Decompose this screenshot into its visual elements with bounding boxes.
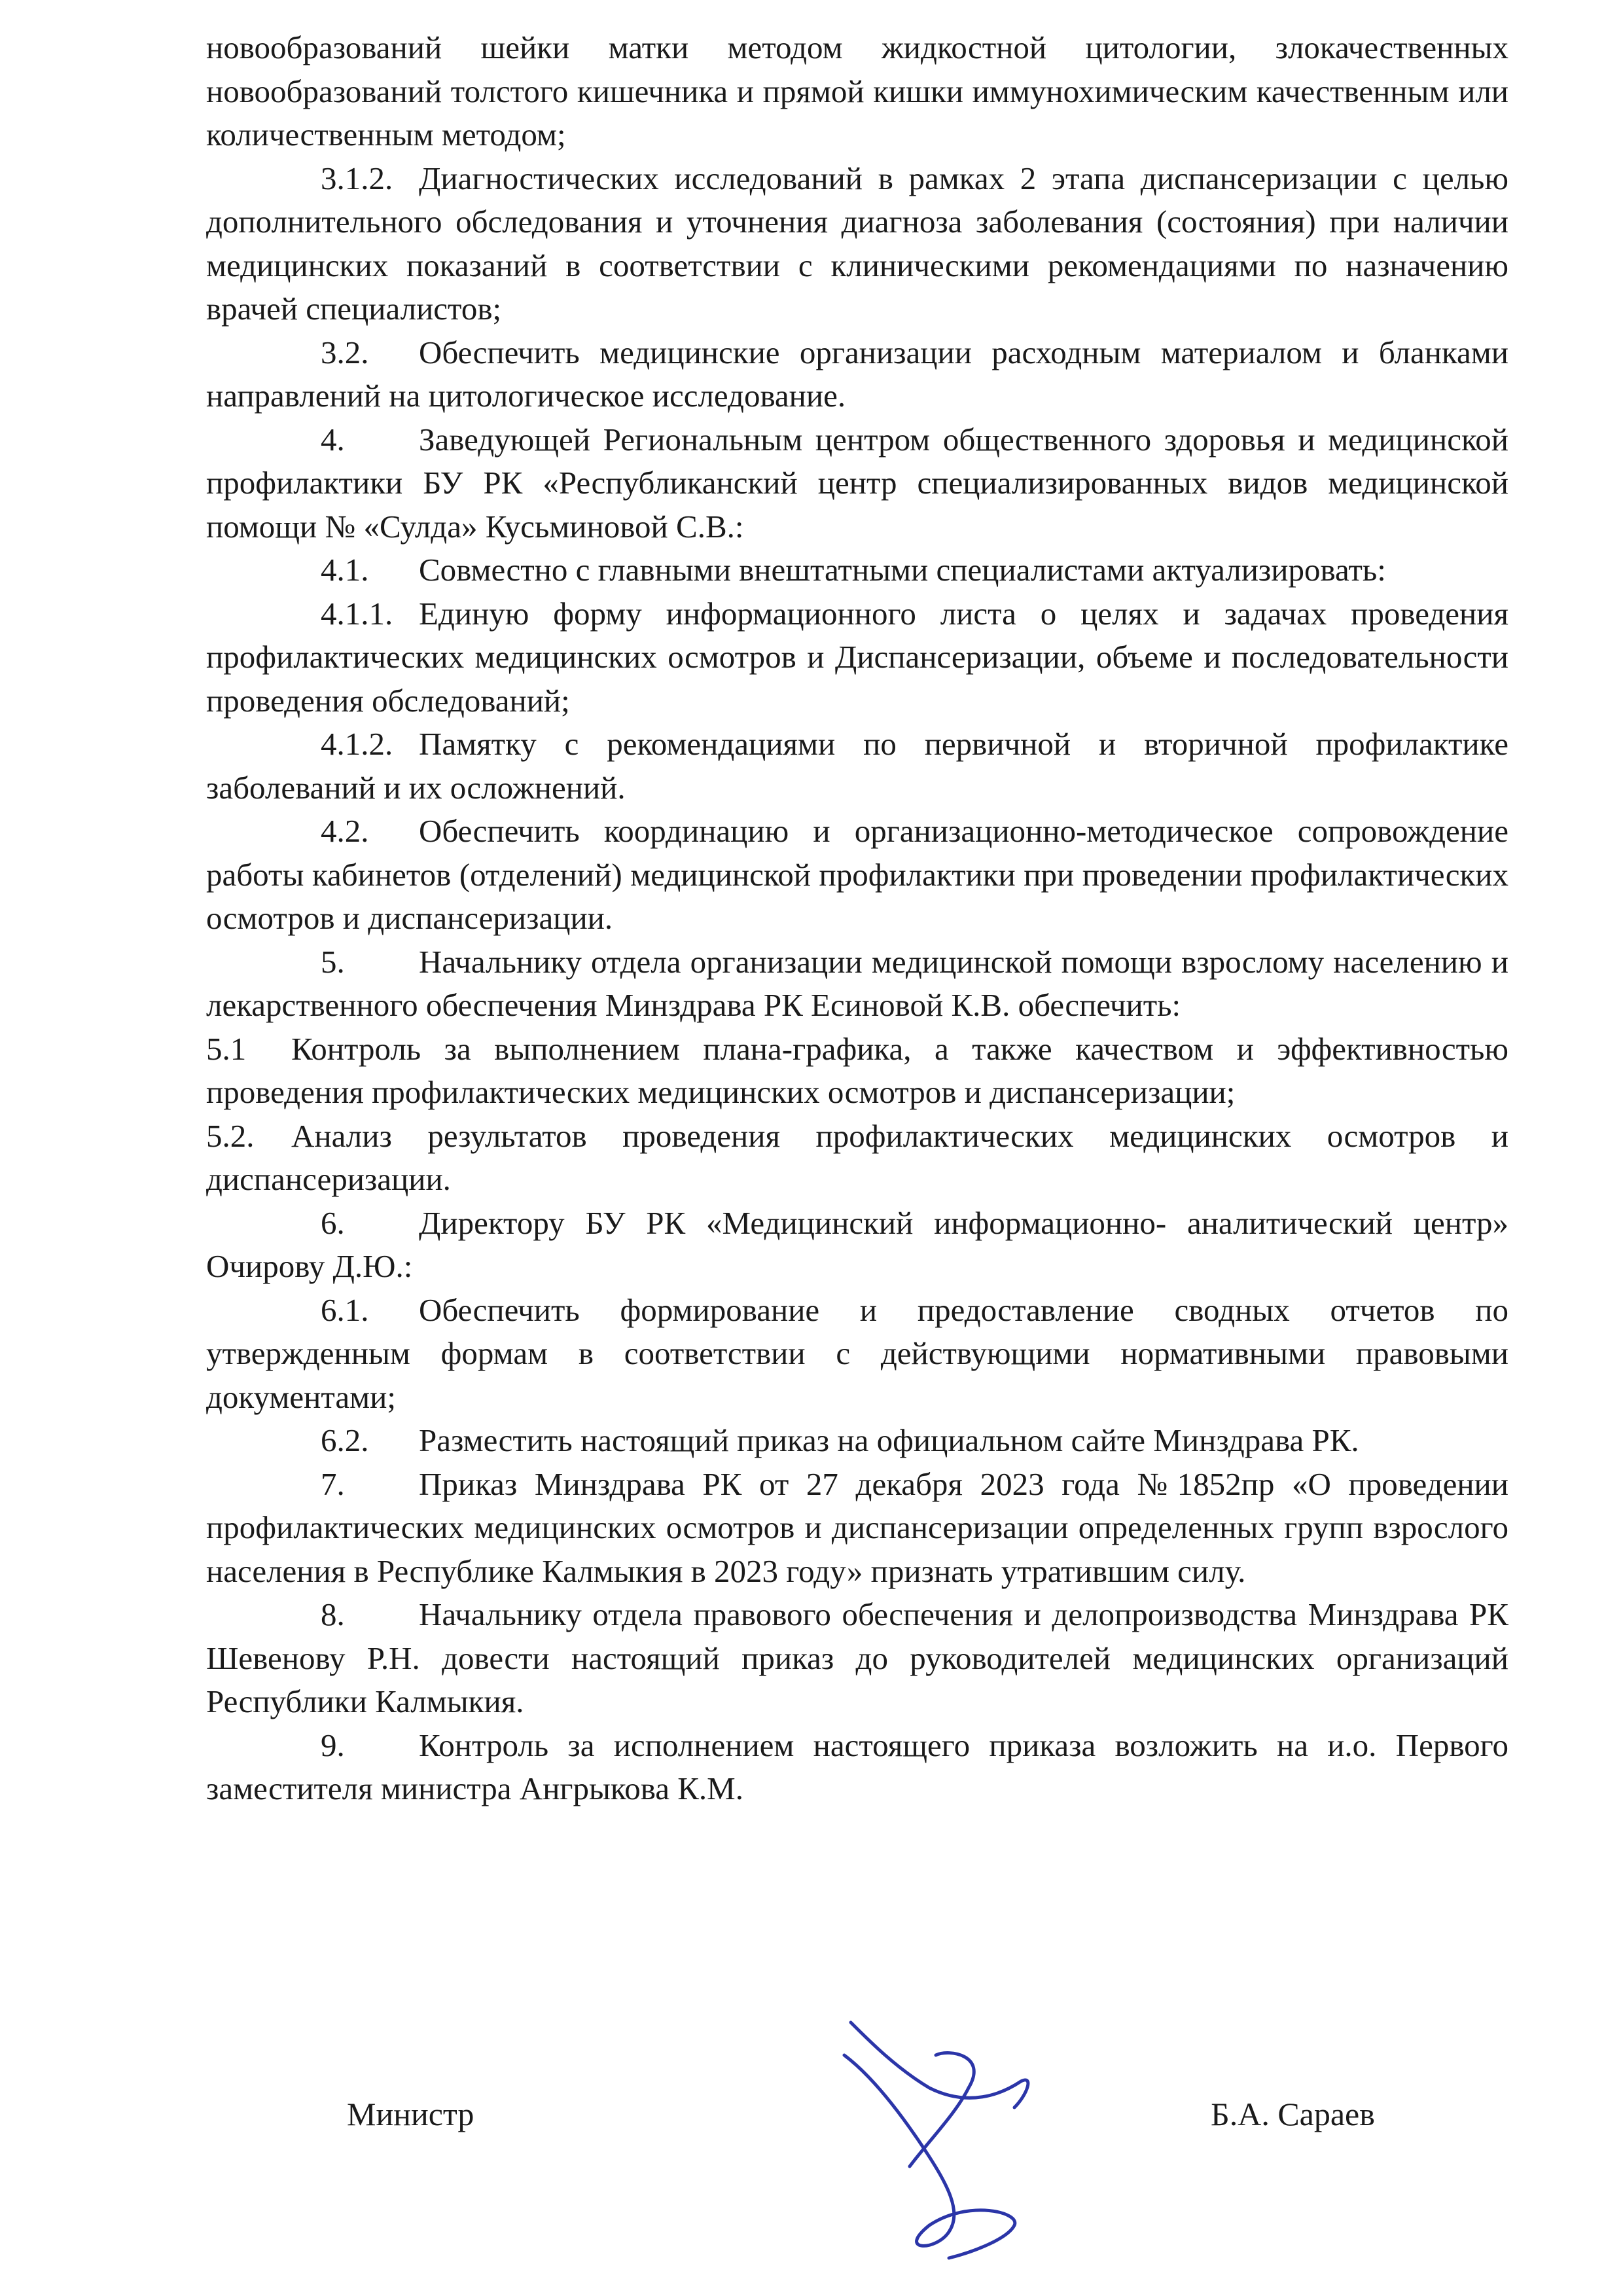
paragraph-4-2 (206, 810, 1508, 941)
paragraph-text: Директору БУ РК «Медицинский информационно- аналитический центр» Очирову Д.Ю.: (206, 1204, 1508, 1284)
paragraph-text: новообразований шейки матки методом жидкостной цитологии, злокачественных новообразований толстого кишечника и прямой кишки иммунохимическим качественным или количественным методом; (206, 29, 1508, 152)
paragraph-continuation (206, 26, 1508, 157)
signatory-title: Министр (347, 2096, 474, 2132)
signature-block (0, 2016, 1623, 2278)
paragraph-8 (206, 1593, 1508, 1724)
paragraph-number: 4.1.2. (321, 726, 393, 762)
paragraph-4-1-1 (206, 592, 1508, 723)
paragraph-4-1-2 (206, 723, 1508, 810)
paragraph-4-1 (206, 548, 1508, 592)
paragraph-text: Обеспечить координацию и организационно-методическое сопровождение работы кабинетов (отделений) медицинской профилактики при проведении профилактических осмотров и диспансеризации. (206, 813, 1508, 936)
paragraph-3-2 (206, 331, 1508, 418)
paragraph-number: 3.2. (321, 334, 369, 370)
paragraph-number: 9. (321, 1727, 345, 1763)
paragraph-text: Приказ Минздрава РК от 27 декабря 2023 года №1852пр «О проведении профилактических медицинских осмотров и диспансеризации определенных групп взрослого населения в Республике Калмыкия в 2023 году» признать утратившим силу. (206, 1465, 1508, 1589)
paragraph-number: 6. (321, 1204, 345, 1241)
paragraph-text: Анализ результатов проведения профилактических медицинских осмотров и диспансеризации. (206, 1117, 1508, 1197)
paragraph-text: Памятку с рекомендациями по первичной и вторичной профилактике заболеваний и их осложнений. (206, 726, 1508, 806)
paragraph-6 (206, 1202, 1508, 1289)
paragraph-5-1 (206, 1028, 1508, 1115)
paragraph-number: 8. (321, 1596, 345, 1632)
paragraph-text: Единую форму информационного листа о целях и задачах проведения профилактических медицинских осмотров и Диспансеризации, объеме и последовательности проведения обследований; (206, 595, 1508, 719)
paragraph-text: Начальнику отдела организации медицинской помощи взрослому населению и лекарственного обеспечения Минздрава РК Есиновой К.В. обеспечить: (206, 943, 1508, 1023)
paragraph-number: 4.1.1. (321, 595, 393, 632)
paragraph-3-1-2 (206, 157, 1508, 331)
paragraph-number: 6.1. (321, 1291, 369, 1328)
paragraph-text: Разместить настоящий приказ на официальном сайте Минздрава РК. (419, 1422, 1359, 1458)
paragraph-6-1 (206, 1289, 1508, 1420)
paragraph-number: 5.1 (206, 1030, 247, 1067)
paragraph-number: 3.1.2. (321, 160, 393, 196)
paragraph-number: 6.2. (321, 1422, 369, 1458)
signatory-name: Б.А. Сараев (1211, 2096, 1375, 2132)
paragraph-number: 5. (321, 943, 345, 980)
handwritten-signature (818, 2016, 1093, 2278)
paragraph-text: Заведующей Региональным центром общественного здоровья и медицинской профилактики БУ РК «Республиканский центр специализированных видов медицинской помощи № «Сулда» Кусьминовой С.В.: (206, 421, 1508, 545)
paragraph-number: 5.2. (206, 1117, 255, 1154)
paragraph-5-2 (206, 1115, 1508, 1202)
paragraph-text: Контроль за исполнением настоящего приказа возложить на и.о. Первого заместителя министра Ангрыкова К.М. (206, 1727, 1508, 1806)
paragraph-text: Диагностических исследований в рамках 2 этапа диспансеризации с целью дополнительного обследования и уточнения диагноза заболевания (состояния) при наличии медицинских показаний в соответствии с клиническими рекомендациями по назначению врачей специалистов; (206, 160, 1508, 327)
paragraph-text: Контроль за выполнением плана-графика, а также качеством и эффективностью проведения профилактических медицинских осмотров и диспансеризации; (206, 1030, 1508, 1110)
paragraph-9 (206, 1724, 1508, 1811)
paragraph-number: 7. (321, 1465, 345, 1502)
paragraph-text: Обеспечить медицинские организации расходным материалом и бланками направлений на цитологическое исследование. (206, 334, 1508, 414)
paragraph-4 (206, 418, 1508, 549)
document-body (206, 26, 1508, 1811)
paragraph-7 (206, 1463, 1508, 1594)
paragraph-number: 4. (321, 421, 345, 457)
paragraph-text: Начальнику отдела правового обеспечения и делопроизводства Минздрава РК Шевенову Р.Н. довести настоящий приказ до руководителей медицинских организаций Республики Калмыкия. (206, 1596, 1508, 1719)
paragraph-text: Обеспечить формирование и предоставление сводных отчетов по утвержденным формам в соответствии с действующими нормативными правовыми документами; (206, 1291, 1508, 1415)
paragraph-6-2 (206, 1419, 1508, 1463)
paragraph-number: 4.2. (321, 813, 369, 849)
paragraph-5 (206, 941, 1508, 1028)
paragraph-text: Совместно с главными внештатными специалистами актуализировать: (419, 552, 1386, 588)
paragraph-number: 4.1. (321, 552, 369, 588)
